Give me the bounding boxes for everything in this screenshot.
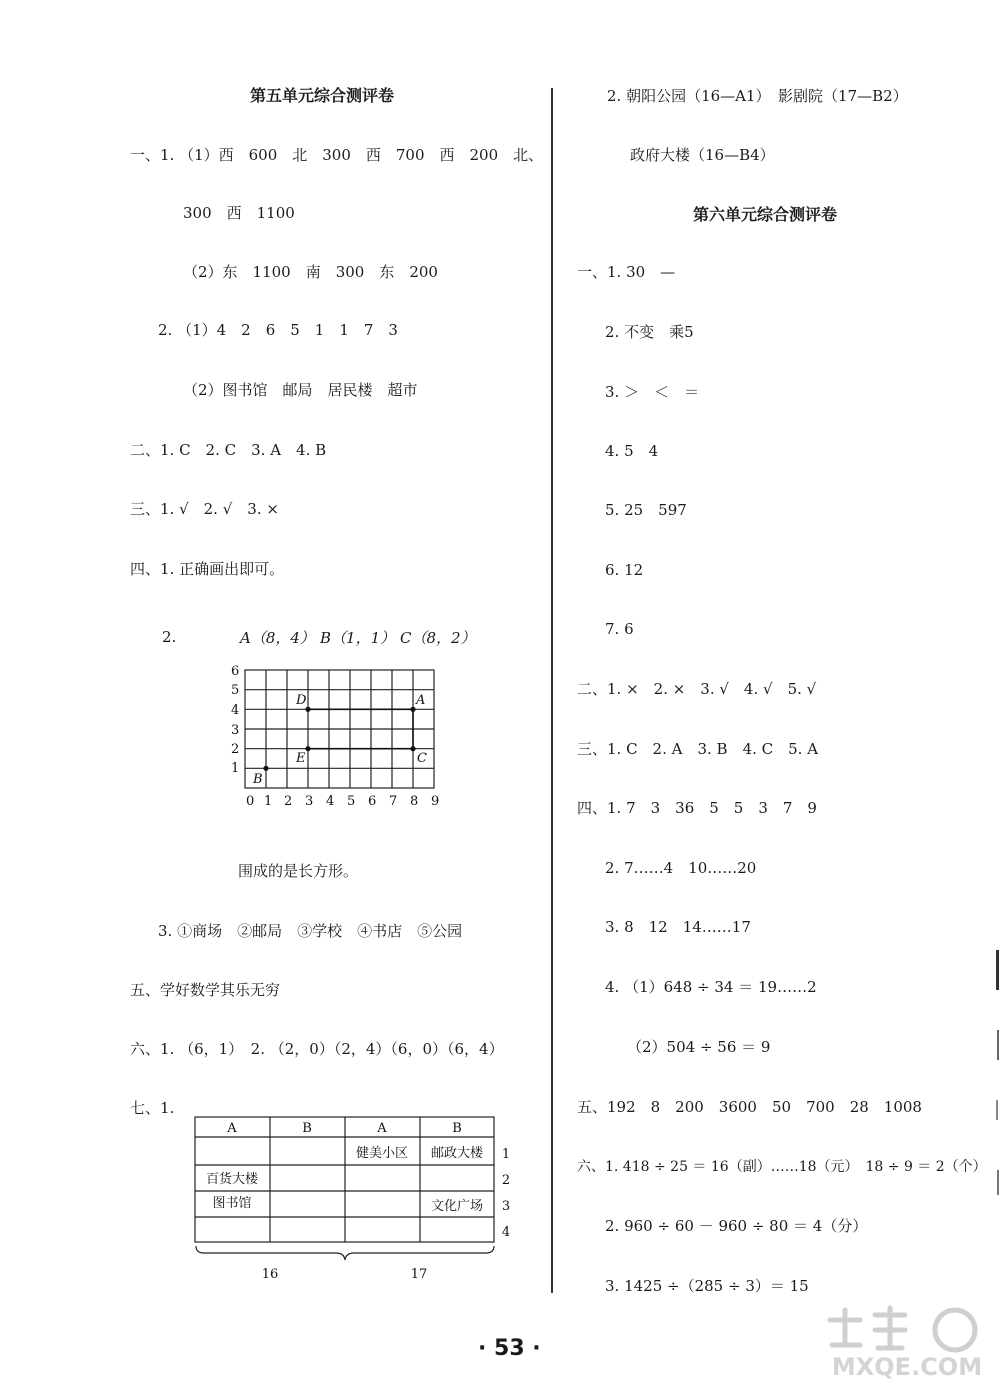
answer-line: 3. 8 12 14……17 bbox=[605, 918, 751, 936]
x-tick: 2 bbox=[284, 794, 293, 809]
coord-a: A（8，4） bbox=[240, 629, 315, 647]
y-tick: 2 bbox=[231, 742, 240, 757]
x-tick: 8 bbox=[410, 794, 419, 809]
watermark-text: MXQE.COM bbox=[831, 1353, 983, 1381]
answer-line: 4. 5 4 bbox=[605, 442, 659, 460]
coordinate-grid bbox=[228, 660, 448, 810]
answer-line: （2）图书馆 邮局 居民楼 超市 bbox=[183, 381, 418, 399]
table-header: B bbox=[302, 1121, 312, 1136]
answer-line: 3. 1425 ÷（285 ÷ 3）＝ 15 bbox=[605, 1277, 809, 1295]
y-tick: 3 bbox=[231, 723, 240, 738]
answer-line: 2. 7……4 10……20 bbox=[605, 859, 757, 877]
y-tick: 4 bbox=[231, 703, 240, 718]
point-label-e: E bbox=[296, 751, 306, 766]
answer-line: 6. 12 bbox=[605, 561, 644, 579]
page-number: · 53 · bbox=[478, 1336, 541, 1361]
x-tick: 5 bbox=[347, 794, 356, 809]
x-tick: 1 bbox=[264, 794, 273, 809]
answer-line: 二、1. C 2. C 3. A 4. B bbox=[130, 441, 327, 459]
answer-line: 3. ＞ ＜ ＝ bbox=[605, 383, 700, 401]
answer-line: 围成的是长方形。 bbox=[238, 862, 359, 880]
answer-line: 二、1. × 2. × 3. √ 4. √ 5. √ bbox=[577, 680, 817, 698]
answer-line: 2. 960 ÷ 60 － 960 ÷ 80 ＝ 4（分） bbox=[605, 1217, 868, 1235]
point-label-a: A bbox=[416, 693, 426, 708]
x-tick: 9 bbox=[431, 794, 440, 809]
x-tick: 3 bbox=[305, 794, 314, 809]
answer-line: 2. 不变 乘5 bbox=[605, 323, 694, 341]
answer-line: 一、1. （1）西 600 北 300 西 700 西 200 北、 bbox=[130, 146, 544, 164]
row-number: 3 bbox=[501, 1199, 510, 1214]
table-cell: 邮政大楼 bbox=[430, 1146, 484, 1161]
table-cell: 百货大楼 bbox=[205, 1172, 259, 1187]
answer-line: 5. 25 597 bbox=[605, 501, 687, 519]
coordinate-grid-svg bbox=[228, 660, 448, 810]
answer-line: 六、1. 418 ÷ 25 ＝ 16（副）……18（元） 18 ÷ 9 ＝ 2（个） bbox=[577, 1159, 987, 1175]
map-table bbox=[190, 1113, 510, 1283]
right-title: 第六单元综合测评卷 bbox=[693, 205, 838, 224]
x-tick: 4 bbox=[326, 794, 335, 809]
table-cell: 健美小区 bbox=[355, 1146, 409, 1161]
row-number: 2 bbox=[501, 1173, 510, 1188]
watermark-logo bbox=[820, 1300, 995, 1385]
scan-edge-marks bbox=[992, 950, 1000, 1390]
answer-line: 七、1. bbox=[130, 1099, 175, 1117]
x-tick: 7 bbox=[389, 794, 398, 809]
coord-c: C（8，2） bbox=[400, 629, 476, 647]
map-table-svg bbox=[190, 1113, 510, 1283]
answer-line: （2）504 ÷ 56 ＝ 9 bbox=[627, 1038, 771, 1056]
answer-line: 五、192 8 200 3600 50 700 28 1008 bbox=[577, 1098, 922, 1116]
row-number: 4 bbox=[501, 1225, 510, 1240]
y-tick: 1 bbox=[231, 761, 240, 776]
y-tick: 5 bbox=[231, 683, 240, 698]
brace-label: 16 bbox=[261, 1267, 279, 1282]
table-header: B bbox=[452, 1121, 462, 1136]
answer-line: 一、1. 30 — bbox=[577, 263, 676, 281]
column-divider bbox=[551, 88, 553, 1293]
answer-line: 三、1. C 2. A 3. B 4. C 5. A bbox=[577, 740, 819, 758]
answer-line: 300 西 1100 bbox=[183, 204, 295, 222]
answer-line: 四、1. 正确画出即可。 bbox=[130, 560, 285, 578]
coord-b: B（1，1） bbox=[320, 629, 396, 647]
answer-line: 3. ①商场 ②邮局 ③学校 ④书店 ⑤公园 bbox=[158, 922, 463, 940]
answer-line: 六、1. （6，1） 2. （2，0）（2，4）（6，0）（6，4） bbox=[130, 1040, 504, 1058]
answer-line: 2. bbox=[162, 628, 177, 646]
answer-line: 2. 朝阳公园（16—A1） 影剧院（17—B2） bbox=[607, 87, 908, 105]
point-label-c: C bbox=[417, 751, 427, 766]
answer-line: 2. （1）4 2 6 5 1 1 7 3 bbox=[158, 321, 398, 339]
x-tick: 0 bbox=[246, 794, 255, 809]
point-label-d: D bbox=[296, 693, 307, 708]
x-tick: 6 bbox=[368, 794, 377, 809]
answer-line: 三、1. √ 2. √ 3. × bbox=[130, 500, 279, 518]
answer-line: 四、1. 7 3 36 5 5 3 7 9 bbox=[577, 799, 817, 817]
brace-label: 17 bbox=[410, 1267, 428, 1282]
watermark-logo-svg bbox=[820, 1300, 995, 1385]
answer-line: （2）东 1100 南 300 东 200 bbox=[183, 263, 438, 281]
answer-line: 五、学好数学其乐无穷 bbox=[130, 981, 281, 999]
answer-line: 7. 6 bbox=[605, 620, 634, 638]
table-header: A bbox=[377, 1121, 387, 1136]
table-cell: 文化广场 bbox=[430, 1199, 484, 1214]
table-header: A bbox=[227, 1121, 237, 1136]
row-number: 1 bbox=[501, 1147, 510, 1162]
table-cell: 图书馆 bbox=[212, 1196, 252, 1211]
answer-line: 政府大楼（16—B4） bbox=[630, 146, 775, 164]
left-title: 第五单元综合测评卷 bbox=[250, 86, 395, 105]
y-tick: 6 bbox=[231, 664, 240, 679]
point-label-b: B bbox=[253, 772, 263, 787]
answer-line: 4. （1）648 ÷ 34 ＝ 19……2 bbox=[605, 978, 817, 996]
